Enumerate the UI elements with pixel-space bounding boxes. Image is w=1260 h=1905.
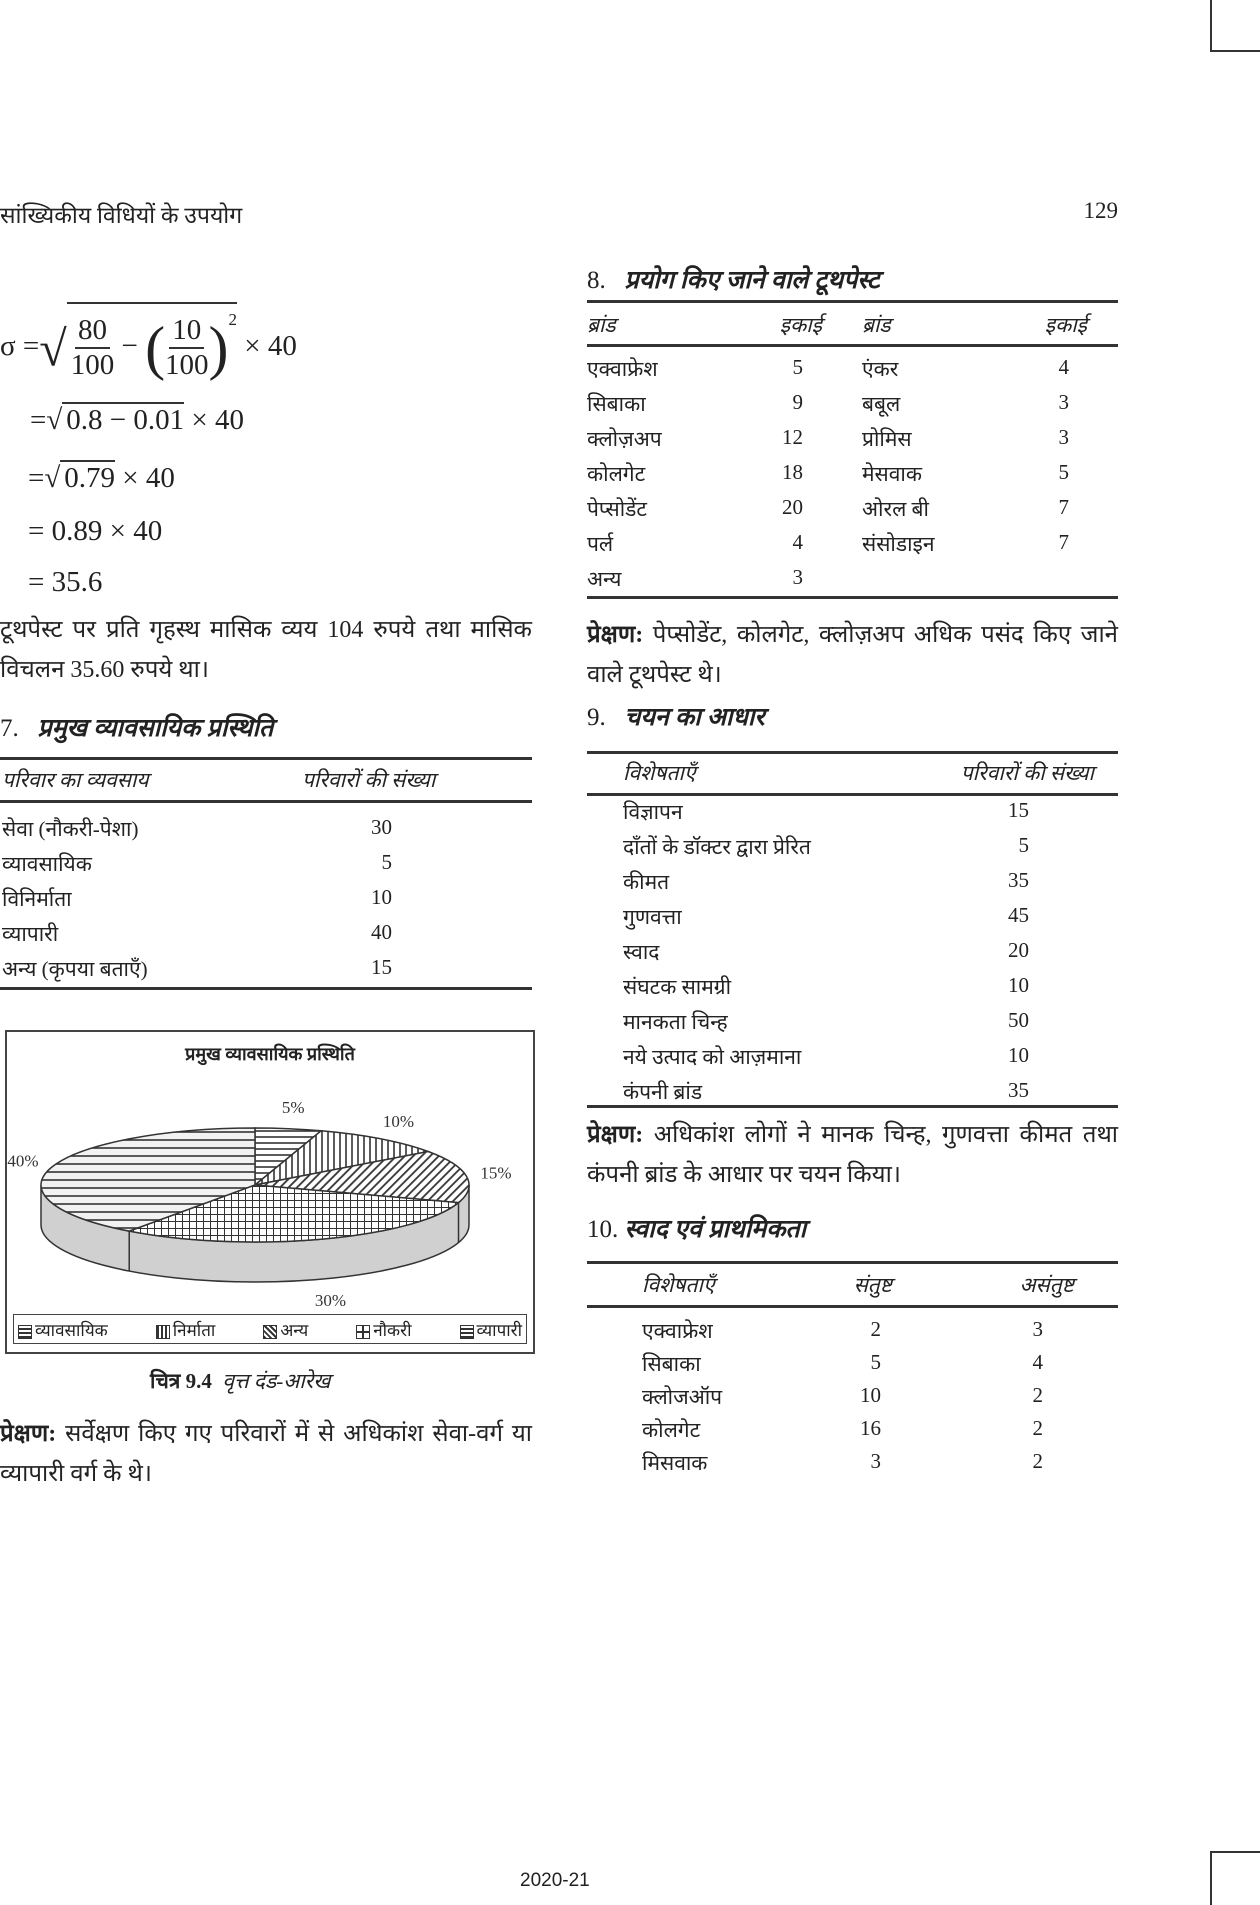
figure-number: चित्र 9.4 [150, 1369, 212, 1393]
table-cell: 15 [371, 955, 392, 979]
table-cell: 18 [782, 460, 803, 484]
observation-label: प्रेक्षण: [0, 1421, 57, 1447]
figure-title: वृत्त दंड-आरेख [222, 1369, 331, 1393]
table-cell: 35 [1008, 868, 1029, 892]
denominator: 100 [70, 349, 115, 382]
formula-line-3: =√ 0.79 × 40 [28, 462, 175, 494]
numerator: 10 [169, 314, 204, 349]
table-cell: नये उत्पाद को आज़माना [623, 1045, 802, 1069]
table-cell: क्लोज़अप [587, 427, 662, 451]
table-row [587, 1317, 1118, 1347]
formula-line-2: =√ 0.8 − 0.01 × 40 [30, 404, 244, 436]
table-row [587, 1008, 1118, 1038]
pie-data-label: 10% [382, 1112, 415, 1132]
table-rule [0, 757, 532, 760]
table-header-cell: असंतुष्ट [1019, 1273, 1074, 1297]
table-header-cell: संतुष्ट [853, 1273, 892, 1297]
legend-item [356, 1318, 411, 1341]
table-cell: 7 [1058, 495, 1069, 519]
table-row [587, 390, 1118, 420]
table-row [587, 938, 1118, 968]
legend-swatch [356, 1325, 370, 1339]
table-cell: एक्वाफ्रेश [642, 1319, 713, 1343]
table-cell: कोलगेट [587, 462, 646, 486]
table-header-cell: परिवारों की संख्या [960, 761, 1094, 785]
denominator: 100 [165, 349, 209, 382]
table-cell: 2 [1032, 1416, 1043, 1440]
table-cell: सेवा (नौकरी-पेशा) [2, 817, 139, 841]
observation-7 [0, 1414, 532, 1494]
table-cell: 10 [1008, 1043, 1029, 1067]
table-row [587, 530, 1118, 560]
table-cell: 2 [1032, 1383, 1043, 1407]
table-row [587, 903, 1118, 933]
observation-label: प्रेक्षण: [587, 1122, 644, 1148]
section-number: 9. [587, 704, 606, 731]
page-number: 129 [1083, 198, 1118, 223]
equals: = [22, 330, 40, 362]
pie-data-label: 15% [480, 1163, 512, 1183]
table-rule [587, 1305, 1118, 1308]
radicand: 0.79 [60, 460, 115, 494]
table-row [0, 955, 532, 985]
legend-swatch [460, 1325, 474, 1339]
table-cell: 45 [1008, 903, 1029, 927]
table-row [587, 565, 1118, 595]
pie-data-label: 5% [281, 1097, 305, 1117]
section-8-heading [587, 262, 880, 296]
legend-label: नौकरी [373, 1320, 412, 1340]
section-9-heading [587, 699, 765, 733]
legend-label: व्यावसायिक [35, 1320, 108, 1340]
table-cell: कंपनी ब्रांड [623, 1080, 703, 1104]
chart-title: प्रमुख व्यावसायिक प्रस्थिति [185, 1044, 355, 1064]
table-cell: क्लोजऑप [642, 1385, 723, 1409]
section-title: स्वाद एवं प्राथमिकता [624, 1216, 807, 1243]
table-cell: 2 [870, 1317, 881, 1341]
table-rule [587, 596, 1118, 599]
table-cell: 35 [1008, 1078, 1029, 1102]
table-cell: 5 [870, 1350, 881, 1374]
table-cell: पर्ल [587, 532, 614, 556]
table-rule [587, 793, 1118, 796]
table-cell: 2 [1032, 1449, 1043, 1473]
table-cell: 3 [1058, 425, 1069, 449]
equals: = [28, 462, 45, 494]
formula-line-4: = 0.89 × 40 [28, 515, 163, 547]
table-row [587, 1043, 1118, 1073]
table-row [0, 850, 532, 880]
table-cell: सिबाका [587, 392, 646, 416]
table-cell: 5 [1018, 833, 1029, 857]
equals: = [30, 404, 47, 436]
pie-chart [7, 1032, 533, 1352]
table-cell: 3 [792, 565, 803, 589]
legend-swatch [156, 1325, 170, 1339]
chart-legend [13, 1314, 527, 1344]
table-cell: 10 [371, 885, 392, 909]
table-header-cell: इकाई [1044, 313, 1087, 337]
sigma: σ [0, 330, 16, 362]
table-cell: व्यावसायिक [2, 852, 92, 876]
table-rule [0, 987, 532, 990]
table-cell: संघटक सामग्री [623, 975, 732, 999]
table-cell: 4 [1032, 1350, 1043, 1374]
table-cell: मेसवाक [862, 462, 922, 486]
table-row [587, 1350, 1118, 1380]
table-row [0, 815, 532, 845]
radicand: 0.8 − 0.01 [62, 402, 184, 436]
times-40: × 40 [122, 462, 175, 494]
table-header-cell: परिवारों की संख्या [302, 768, 436, 792]
figure-caption [150, 1367, 330, 1395]
table-rule [587, 1261, 1118, 1264]
section-title: चयन का आधार [624, 704, 765, 731]
table-cell: संसोडाइन [862, 532, 935, 556]
table-cell: 15 [1008, 798, 1029, 822]
legend-item [460, 1318, 523, 1341]
running-title: सांख्यिकीय विधियों के उपयोग [0, 203, 243, 228]
table-cell: कीमत [623, 870, 670, 894]
table-row [0, 885, 532, 915]
section-number: 10. [587, 1216, 619, 1243]
fraction-2 [165, 314, 209, 382]
table-cell: एंकर [862, 357, 899, 381]
legend-item [263, 1318, 308, 1341]
table-cell: व्यापारी [2, 922, 59, 946]
table-row [587, 460, 1118, 490]
section-10-heading [587, 1211, 806, 1245]
table-cell: 50 [1008, 1008, 1029, 1032]
legend-item [156, 1318, 216, 1341]
legend-swatch [263, 1325, 277, 1339]
table-row [587, 798, 1118, 828]
table-row [587, 1449, 1118, 1479]
table-rule [587, 300, 1118, 303]
table-cell: 5 [1058, 460, 1069, 484]
section-title: प्रयोग किए जाने वाले टूथपेस्ट [624, 267, 880, 294]
table-cell: 20 [782, 495, 803, 519]
table-cell: स्वाद [623, 940, 660, 964]
table-row [587, 1416, 1118, 1446]
table-cell: ओरल बी [862, 497, 929, 521]
legend-label: निर्माता [172, 1320, 216, 1340]
table-cell: 5 [792, 355, 803, 379]
table-cell: 3 [1032, 1317, 1043, 1341]
section-number: 7. [0, 715, 19, 742]
table-cell: मानकता चिन्ह [623, 1010, 728, 1034]
table-cell: कोलगेट [642, 1418, 701, 1442]
pie-chart-box [5, 1030, 535, 1354]
observation-text: पेप्सोडेंट, कोलगेट, क्लोज़अप अधिक पसंद किए जाने वाले टूथपेस्ट थे। [587, 622, 1119, 688]
table-cell: पेप्सोडेंट [587, 497, 647, 521]
section-number: 8. [587, 267, 606, 294]
pie-data-label: 40% [7, 1151, 39, 1171]
table-cell: 12 [782, 425, 803, 449]
table-row [0, 920, 532, 950]
table-cell: 30 [371, 815, 392, 839]
legend-swatch [18, 1325, 32, 1339]
fraction-1 [71, 314, 115, 382]
formula-line-1: σ =√ $\frac{80}{100}$ − ( $\frac{10}{100}$ )$^2$ × 40 [0, 302, 297, 383]
observation-label: प्रेक्षण: [587, 622, 644, 648]
table-cell: 5 [381, 850, 392, 874]
crop-mark-top [1210, 0, 1260, 52]
table-header-cell: इकाई [779, 313, 822, 337]
table-cell: 40 [371, 920, 392, 944]
times-40: × 40 [191, 404, 244, 436]
minus: − [121, 330, 138, 362]
table-cell: 3 [870, 1449, 881, 1473]
times-40: × 40 [244, 330, 297, 362]
observation-text: अधिकांश लोगों ने मानक चिन्ह, गुणवत्ता कीमत तथा कंपनी ब्रांड के आधार पर चयन किया। [587, 1122, 1118, 1188]
table-row [587, 1383, 1118, 1413]
table-cell: 3 [1058, 390, 1069, 414]
table-cell: गुणवत्ता [623, 905, 682, 929]
table-cell: दाँतों के डॉक्टर द्वारा प्रेरित [623, 835, 811, 859]
legend-label: अन्य [280, 1320, 309, 1340]
table-cell: मिसवाक [642, 1451, 708, 1475]
table-cell: 9 [792, 390, 803, 414]
table-row [587, 833, 1118, 863]
table-header-cell: परिवार का व्यवसाय [2, 768, 149, 792]
table-rule [0, 800, 532, 803]
table-cell: 10 [860, 1383, 881, 1407]
legend-label: व्यापारी [476, 1320, 522, 1340]
table-cell: एक्वाफ्रेश [587, 357, 658, 381]
table-header-cell: ब्रांड [587, 313, 616, 337]
section-title: प्रमुख व्यावसायिक प्रस्थिति [37, 715, 274, 742]
table-rule [587, 751, 1118, 754]
table-header-cell: ब्रांड [862, 313, 891, 337]
table-cell: अन्य (कृपया बताएँ) [2, 957, 148, 981]
observation-text: सर्वेक्षण किए गए परिवारों में से अधिकांश सेवा-वर्ग या व्यापारी वर्ग के थे। [0, 1421, 533, 1487]
table-cell: अन्य [587, 567, 622, 591]
legend-item [18, 1318, 108, 1341]
table-row [587, 973, 1118, 1003]
section-7-heading [0, 710, 273, 744]
table-cell: बबूल [862, 392, 901, 416]
table-row [587, 1078, 1118, 1108]
table-cell: 10 [1008, 973, 1029, 997]
pie-data-label: 30% [314, 1291, 346, 1311]
table-cell: प्रोमिस [862, 427, 912, 451]
table-cell: 4 [792, 530, 803, 554]
table-cell: विज्ञापन [623, 800, 683, 824]
table-header-cell: विशेषताएँ [623, 761, 696, 785]
table-header-cell: विशेषताएँ [642, 1273, 715, 1297]
table-cell: सिबाका [642, 1352, 701, 1376]
table-row [587, 425, 1118, 455]
observation-8 [587, 615, 1118, 695]
table-row [587, 868, 1118, 898]
exponent: 2 [228, 310, 238, 329]
table-cell: 7 [1058, 530, 1069, 554]
numerator: 80 [75, 314, 110, 349]
formula-line-5: = 35.6 [28, 566, 103, 598]
table-rule [587, 344, 1118, 347]
table-cell: 4 [1058, 355, 1069, 379]
crop-mark-bottom [1210, 1851, 1260, 1905]
table-row [587, 355, 1118, 385]
table-row [587, 495, 1118, 525]
table-cell: विनिर्माता [2, 887, 72, 911]
table-cell: 20 [1008, 938, 1029, 962]
footer-year: 2020-21 [520, 1870, 590, 1891]
observation-9 [587, 1115, 1118, 1195]
paragraph-expense: टूथपेस्ट पर प्रति गृहस्थ मासिक व्यय 104 रुपये तथा मासिक विचलन 35.60 रुपये था। [0, 617, 532, 683]
table-cell: 16 [860, 1416, 881, 1440]
